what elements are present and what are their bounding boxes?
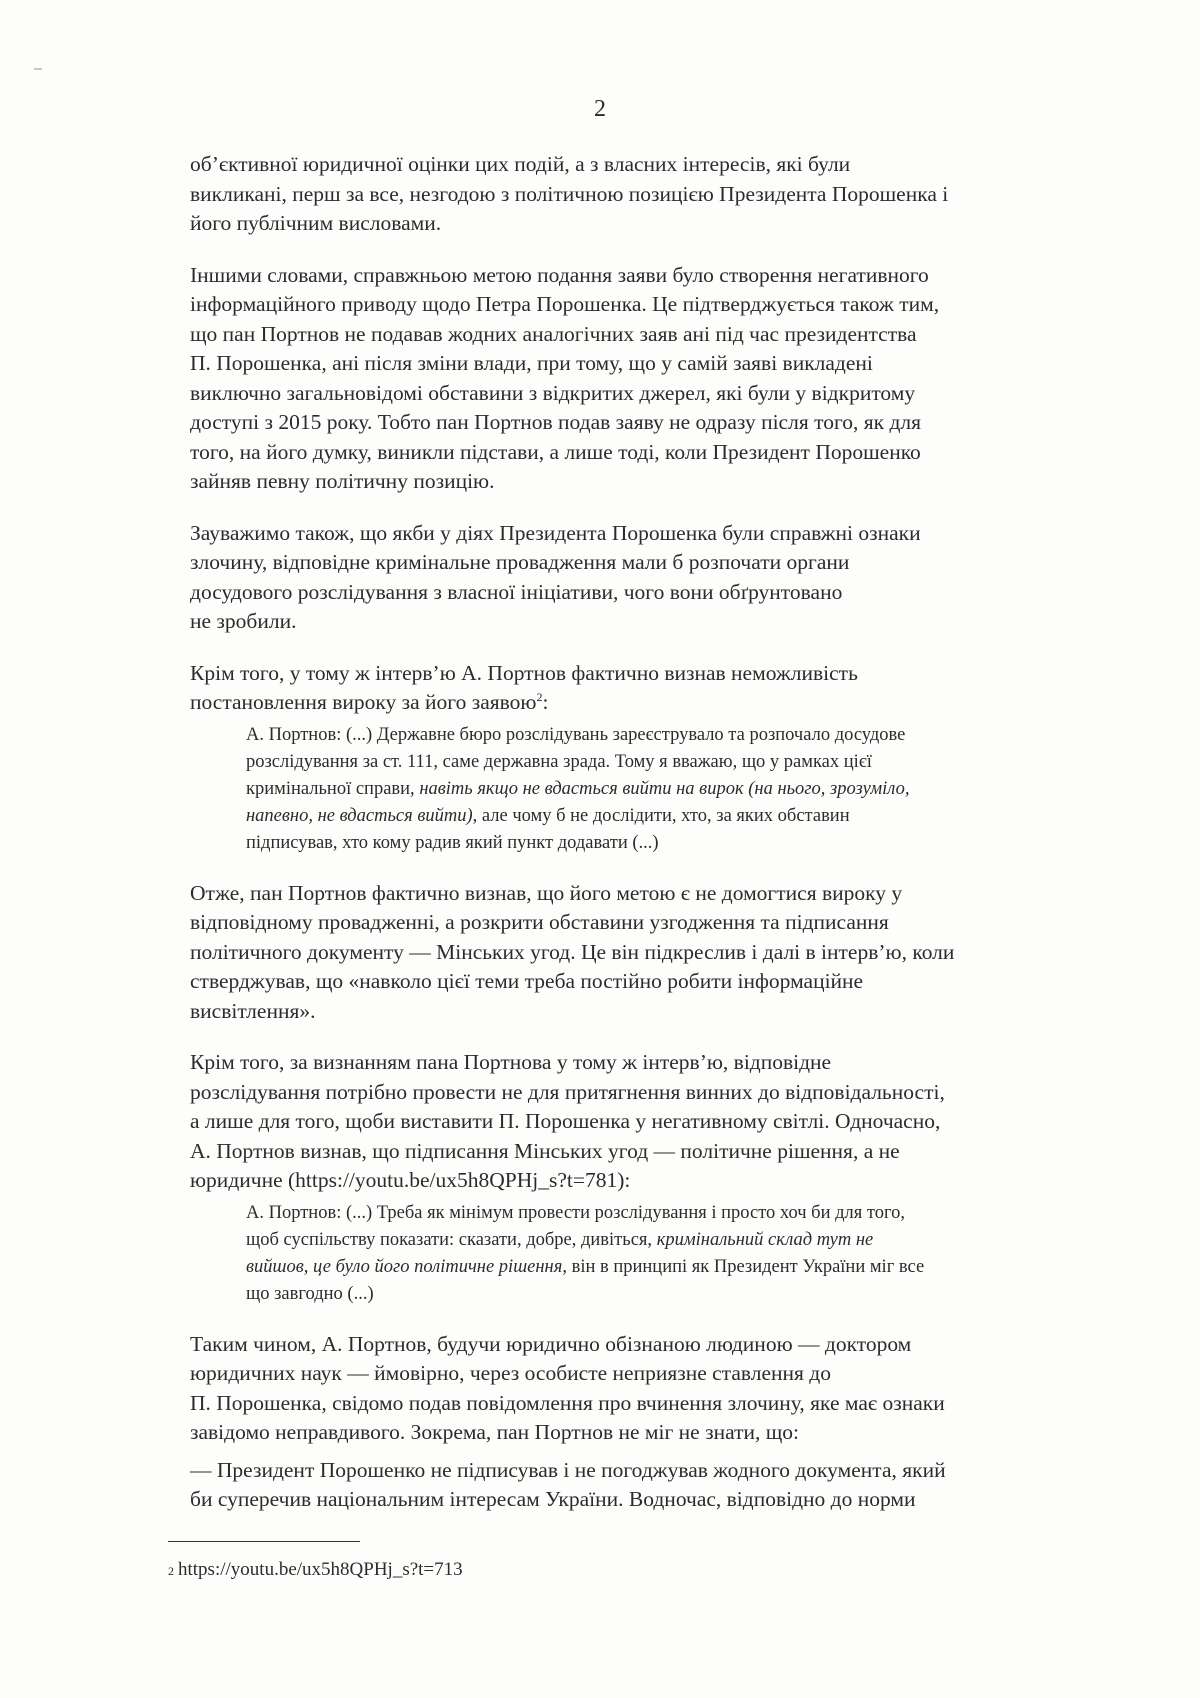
quote-1 — [246, 722, 1070, 857]
quote-2-end: , він в принципі як Президент України міг все що завгодно (...) — [246, 1256, 925, 1304]
footnote-divider — [168, 1541, 360, 1542]
quote-2-start: А. Портнов: (...) Треба як мінімум провести розслідування і просто хоч би для того, щоб суспільству показати: сказати, добре, дивіться, — [246, 1202, 905, 1250]
page-number: 2 — [594, 96, 606, 122]
paragraph-3: Зауважимо також, що якби у діях Президента Порошенка були справжні ознаки злочину, відповідне кримінальне провадження мали б розпочати органи досудового розслідування з власної ініціативи, чого вони обґрунтовано не зробили. — [190, 520, 921, 633]
quote-1-emphasis: навіть якщо не вдасться вийти на вирок (на нього, зрозуміло, напевно, не вдасться вийти) — [246, 778, 910, 826]
paragraph-2: Іншими словами, справжньою метою подання заяви було створення негативного інформаційного приводу щодо Петра Порошенка. Це підтверджується також тим, що пан Портнов не подавав жодних аналогічних заяв ані під час президентства П. Порошенка, ані після зміни влади, при тому, що у самій заяві викладені виключно загальновідомі обставини з відкритих джерел, які були у відкритому доступі з 2015 року. Тобто пан Портнов подав заяву не одразу після того, як для того, на його думку, виникли підстави, а лише тоді, коли Президент Порошенко зайняв певну політичну позицію. — [190, 262, 940, 493]
paragraph-1: об’єктивної юридичної оцінки цих подій, а з власних інтересів, які були викликані, перш за все, незгодою з політичною позицією Президента Порошенка і його публічним висловами. — [190, 152, 949, 235]
quote-1-end: , але чому б не дослідити, хто, за яких обставин підписував, хто кому радив який пункт додавати (...) — [246, 805, 850, 853]
quote-2-emphasis: кримінальний склад тут не вийшов, це було його політичне рішення — [246, 1229, 874, 1277]
quote-1-start: А. Портнов: (...) Державне бюро розслідувань зареєструвало та розпочало досудове розслідування за ст. 111, саме державна зрада. Тому я вважаю, що у рамках цієї кримінальної справи, — [246, 724, 906, 799]
paragraph-4 — [190, 659, 1070, 718]
paragraph-6: Крім того, за визнанням пана Портнова у тому ж інтерв’ю, відповідне розслідування потрібно провести не для притягнення винних до відповідальності, а лише для того, щоби виставити П. Порошенка у негативному світлі. Одночасно, А. Портнов визнав, що підписання Мінських угод — політичне рішення, а не юридичне (https://youtu.be/ux5h8QPHj_s?t=781): — [190, 1050, 945, 1192]
document-body — [190, 150, 1070, 1537]
quote-2 — [246, 1200, 1070, 1308]
footnote-link[interactable]: https://youtu.be/ux5h8QPHj_s?t=713 — [178, 1559, 463, 1580]
scan-artifact — [34, 68, 42, 70]
paragraph-7: Таким чином, А. Портнов, будучи юридично обізнаною людиною — доктором юридичних наук — ймовірно, через особисте неприязне ставлення до П. Порошенка, свідомо подав повідомлення про вчинення злочину, яке має ознаки завідомо неправдивого. Зокрема, пан Портнов не міг не знати, що: — [190, 1331, 945, 1444]
paragraph-5: Отже, пан Портнов фактично визнав, що його метою є не домогтися вироку у відповідному провадженні, а розкрити обставини узгодження та підписання політичного документу — Мінських угод. Це він підкреслив і далі в інтерв’ю, коли стверджував, що «навколо цієї теми треба постійно робити інформаційне висвітлення». — [190, 880, 955, 1023]
footnote-reference: 2 — [536, 689, 543, 704]
footnote-number: 2 — [168, 1564, 174, 1578]
footnote — [168, 1558, 463, 1583]
paragraph-4-text: Крім того, у тому ж інтерв’ю А. Портнов фактично визнав неможливість постановлення вироку за його заявою — [190, 660, 858, 714]
paragraph-4-end: : — [542, 690, 549, 714]
paragraph-8: — Президент Порошенко не підписував і не погоджував жодного документа, який би суперечив національним інтересам України. Водночас, відповідно до норми — [190, 1457, 946, 1511]
